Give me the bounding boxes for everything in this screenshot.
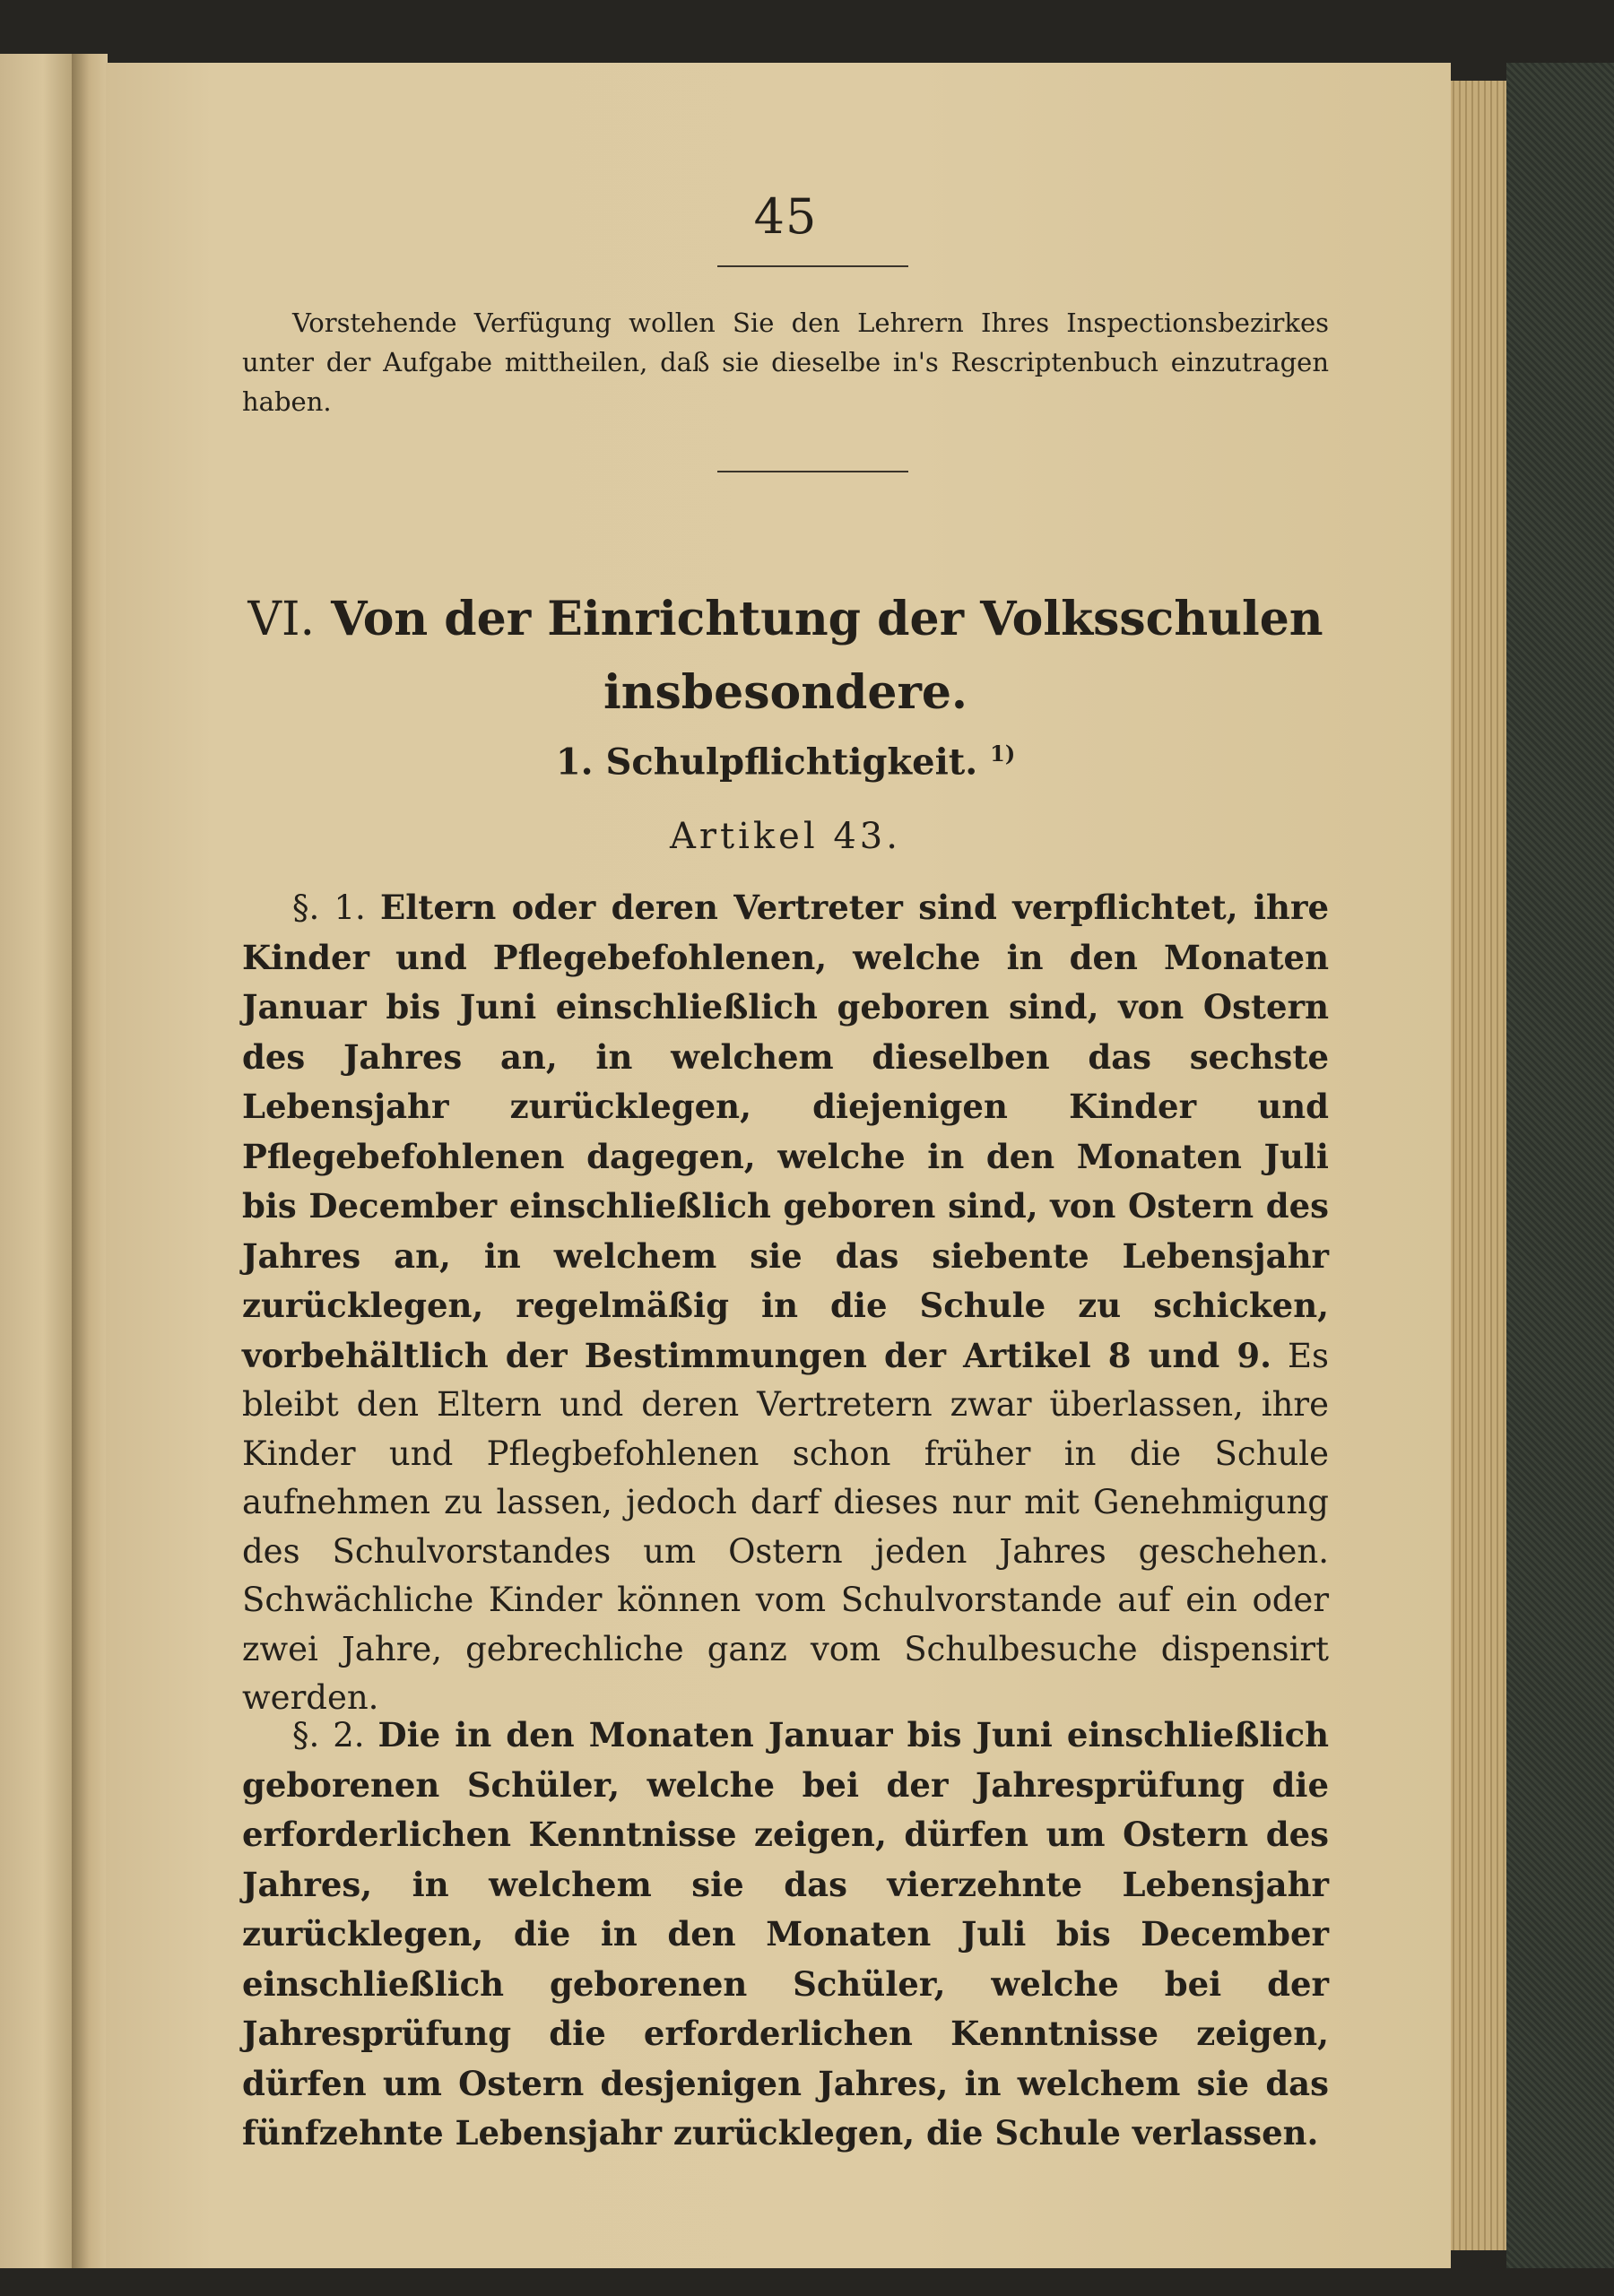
book-cover: [1506, 63, 1614, 2268]
paragraph-2-marker: §. 2.: [292, 1716, 365, 1754]
chapter-numeral: VI.: [247, 593, 316, 646]
intro-note: Vorstehende Verfügung wollen Sie den Lehrern Ihres Inspectionsbezirkes unter der Aufgabe mittheilen, daß sie dieselbe in's Rescriptenbuch einzutragen haben.: [242, 308, 1329, 417]
paragraph-1: [242, 883, 1329, 1723]
book-page: [106, 63, 1451, 2268]
section-heading-text: 1. Schulpflichtigkeit.: [555, 741, 978, 784]
section-divider-rule: [717, 471, 908, 472]
footnote-mark: 1): [990, 741, 1016, 767]
section-heading: [242, 741, 1329, 783]
chapter-title: Von der Einrichtung der Volksschulen: [331, 592, 1323, 646]
header-rule: [717, 265, 908, 267]
previous-page-edge: [0, 54, 72, 2268]
chapter-title-line-2: insbesondere.: [603, 665, 968, 720]
book-spine: [72, 54, 108, 2268]
paragraph-1-bold-text: Eltern oder deren Vertreter sind verpflichtet, ihre Kinder und Pflegebefohlenen, welche in den Monaten Januar bis Juni einschließlich geboren sind, von Ostern des Jahres an, in welchem dieselben das sechste Lebensjahr zurücklegen, diejenigen Kinder und Pflegebefohlenen dagegen, welche in den Monaten Juli bis December einschließlich geboren sind, von Ostern des Jahres an, in welchem sie das siebente Lebensjahr zurücklegen, regelmäßig in die Schule zu schicken, vorbehältlich der Bestimmungen der Artikel 8 und 9.: [242, 888, 1329, 1375]
paragraph-2: [242, 1711, 1329, 2159]
article-label: Artikel 43.: [670, 816, 901, 857]
paragraph-2-bold-text: Die in den Monaten Januar bis Juni einschließlich geborenen Schüler, welche bei der Jahresprüfung die erforderlichen Kenntnisse zeigen, dürfen um Ostern des Jahres, in welchem sie das vierzehnte Lebensjahr zurücklegen, die in den Monaten Juli bis December einschließlich geborenen Schüler, welche bei der Jahresprüfung die erforderlichen Kenntnisse zeigen, dürfen um Ostern desjenigen Jahres, in welchem sie das fünfzehnte Lebensjahr zurücklegen, die Schule verlassen.: [242, 1715, 1329, 2153]
paragraph-1-plain-text: Es bleibt den Eltern und deren Vertretern zwar überlassen, ihre Kinder und Pflegbefohlenen schon früher in die Schule aufnehmen zu lassen, jedoch darf dieses nur mit Genehmigung des Schulvorstandes um Ostern jeden Jahres geschehen. Schwächliche Kinder können vom Schulvorstande auf ein oder zwei Jahre, gebrechliche ganz vom Schulbesuche dispensirt werden.: [242, 1336, 1329, 1717]
paragraph-1-marker: §. 1.: [292, 888, 366, 927]
chapter-heading: [242, 583, 1329, 730]
chapter-title-line-1: [242, 583, 1329, 656]
page-number: 45: [753, 188, 818, 245]
